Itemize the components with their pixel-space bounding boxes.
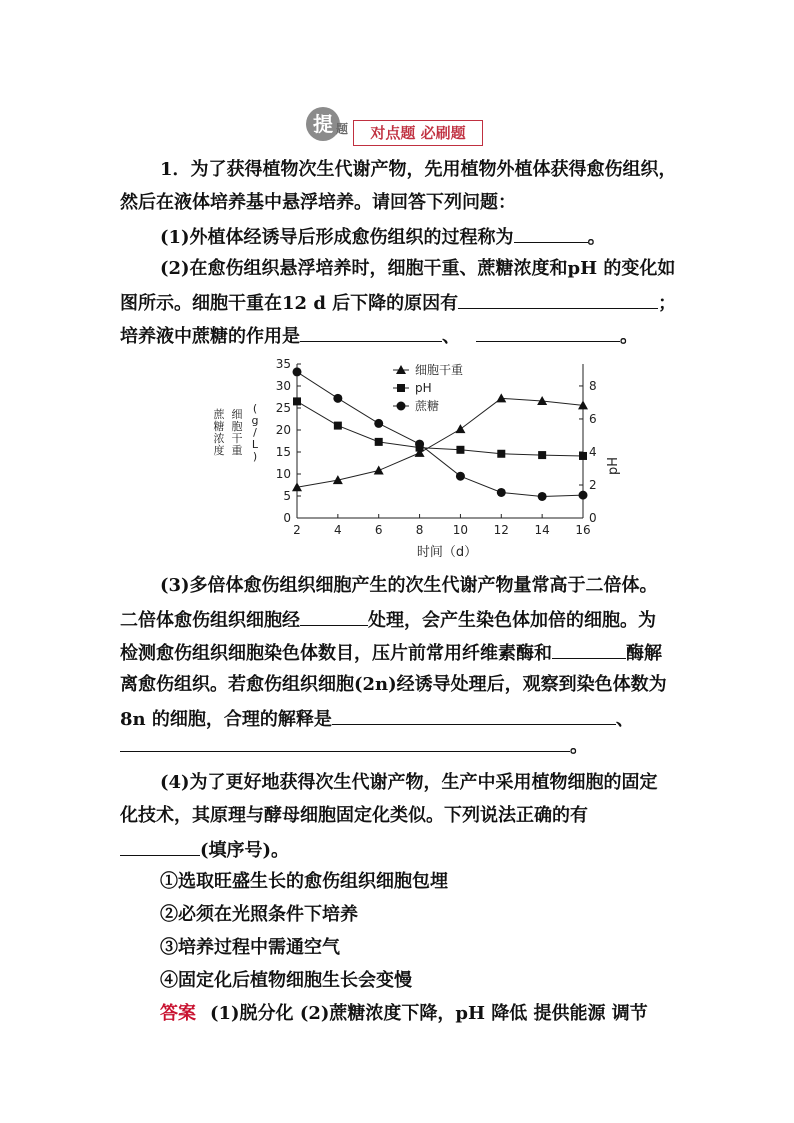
x-tick-label: 2 (293, 523, 301, 537)
series-line-triangle (297, 398, 583, 487)
part3-line3 (120, 642, 662, 664)
part3-enzyme-blank[interactable] (552, 642, 626, 659)
answer-text: (1)脱分化 (2)蔗糖浓度下降，pH 降低 提供能源 调节 (210, 1003, 648, 1024)
part2-sep: 、 (442, 326, 460, 347)
marker-square (293, 397, 301, 405)
part2-prompt: 图所示。细胞干重在12 d 后下降的原因有 (120, 293, 459, 314)
part4-answer-blank[interactable] (120, 839, 200, 856)
option-2: ②必须在光照条件下培养 (160, 904, 358, 925)
question-intro-line1: 1．为了获得植物次生代谢产物，先用植物外植体获得愈伤组织， (160, 159, 677, 180)
y-tick-label-right: 4 (589, 444, 597, 459)
part1-end: 。 (587, 227, 606, 248)
part2-line2 (120, 292, 676, 314)
part4-line1: (4)为了更好地获得次生代谢产物，生产中采用植物细胞的固定 (160, 772, 658, 793)
y-tick-label-left: 5 (283, 489, 291, 503)
question-intro-line2: 然后在液体培养基中悬浮培养。请回答下列问题： (120, 192, 516, 213)
marker-square (375, 438, 383, 446)
y-tick-label-right: 6 (589, 411, 597, 426)
part3-prompt-b: 处理，会产生染色体加倍的细胞。为 (368, 610, 656, 631)
marker-square (497, 450, 505, 458)
y-tick-label-left: 35 (275, 357, 291, 371)
part2-line3-end: 。 (620, 326, 638, 347)
legend-entry: 细胞干重 (415, 363, 464, 377)
answer-label: 答案 (160, 1003, 196, 1024)
banner-label: 对点题 必刷题 (353, 120, 483, 146)
y-axis-label-char: ) (252, 450, 258, 463)
part1-answer-blank[interactable] (514, 226, 588, 243)
y-axis-label-char: ( (252, 402, 258, 415)
y-tick-label-left: 0 (283, 511, 291, 525)
part4-fill-hint: (填序号)。 (200, 840, 290, 861)
marker-circle (415, 440, 424, 449)
marker-circle (497, 488, 506, 497)
y-axis-label-right: pH (606, 456, 621, 476)
marker-circle (333, 394, 342, 403)
marker-square (397, 384, 405, 392)
marker-circle (374, 419, 383, 428)
marker-triangle (374, 465, 384, 474)
option-4: ④固定化后植物细胞生长会变慢 (160, 970, 412, 991)
series-line-circle (297, 372, 583, 497)
y-tick-label-left: 30 (275, 379, 291, 393)
part3-treatment-blank[interactable] (300, 609, 368, 626)
part3-explain-blank-2[interactable] (120, 735, 570, 752)
y-axis-label-char: / (253, 426, 257, 439)
option-3: ③培养过程中需通空气 (160, 937, 340, 958)
marker-circle (456, 472, 465, 481)
answer-line (160, 1004, 648, 1024)
y-tick-label-left: 20 (275, 423, 291, 437)
x-tick-label: 6 (374, 523, 383, 537)
part1-prompt: (1)外植体经诱导后形成愈伤组织的过程称为 (160, 227, 514, 248)
x-tick-label: 4 (334, 523, 342, 537)
marker-circle (397, 402, 406, 411)
part3-line6 (120, 735, 588, 757)
part3-line4: 离愈伤组织。若愈伤组织细胞(2n)经诱导处理后，观察到染色体数为 (120, 674, 667, 695)
y-axis-label-left (214, 402, 259, 463)
part3-enzyme-end: 酶解 (626, 643, 662, 664)
x-tick-label: 16 (575, 523, 591, 537)
y-axis-label-char: 重 (231, 444, 243, 457)
part3-prompt-a: 二倍体愈伤组织细胞经 (120, 610, 300, 631)
legend-entry: 蔗糖 (415, 399, 440, 413)
part1-text (160, 226, 606, 248)
part2-sucrose-blank-1[interactable] (300, 325, 442, 342)
legend-entry: pH (415, 381, 432, 395)
x-axis-label: 时间（d） (416, 545, 478, 560)
part2-reason-blank[interactable] (458, 292, 658, 309)
y-tick-label-left: 10 (275, 467, 291, 481)
part3-line1: (3)多倍体愈伤组织细胞产生的次生代谢产物量常高于二倍体。 (160, 575, 658, 596)
y-axis-label-char: 蔗 (213, 408, 225, 421)
banner-title-char: 题 (336, 122, 349, 136)
part3-enzyme-prompt: 检测愈伤组织细胞染色体数目，压片前常用纤维素酶和 (120, 643, 552, 664)
part2-line2-end: ； (658, 293, 677, 314)
section-banner (306, 105, 486, 143)
part3-line2 (120, 609, 656, 631)
y-tick-label-right: 2 (589, 477, 597, 492)
y-axis-label-char: 胞 (231, 420, 243, 433)
y-tick-label-left: 15 (275, 445, 291, 459)
y-axis-label-char: 细 (231, 408, 243, 421)
x-tick-label: 12 (493, 523, 509, 537)
y-tick-label-right: 8 (589, 378, 597, 393)
y-tick-label-right: 0 (589, 511, 597, 525)
part3-line6-end: 。 (570, 736, 588, 757)
marker-circle (293, 367, 302, 376)
marker-circle (579, 491, 588, 500)
part2-line1: (2)在愈伤组织悬浮培养时，细胞干重、蔗糖浓度和pH 的变化如 (160, 258, 676, 279)
marker-square (538, 451, 546, 459)
x-tick-label: 10 (452, 523, 469, 537)
marker-triangle (455, 424, 465, 433)
part3-sep: 、 (615, 709, 634, 730)
part2-sucrose-blank-2[interactable] (476, 325, 620, 342)
line-chart (205, 348, 625, 570)
option-1: ①选取旺盛生长的愈伤组织细胞包埋 (160, 871, 448, 892)
y-axis-label-char: 糖 (213, 420, 225, 433)
y-axis-label-char: 度 (213, 444, 225, 457)
y-axis-label-char: 干 (231, 432, 243, 445)
x-tick-label: 14 (534, 523, 550, 537)
part4-line3 (120, 839, 289, 861)
x-tick-label: 8 (415, 523, 424, 537)
part3-explain-blank-1[interactable] (332, 708, 616, 725)
y-axis-label-char: L (251, 438, 259, 451)
marker-square (456, 446, 464, 454)
marker-square (579, 452, 587, 460)
y-axis-label-char: g (251, 414, 259, 427)
marker-triangle (496, 393, 506, 402)
part3-line5 (120, 708, 634, 730)
part2-line3 (120, 325, 638, 347)
y-tick-label-left: 25 (275, 401, 291, 415)
marker-square (334, 422, 342, 430)
banner-circle-icon: 提 (306, 107, 340, 141)
part3-explain-prompt: 8n 的细胞，合理的解释是 (120, 709, 332, 730)
marker-circle (538, 492, 547, 501)
part2-sucrose-prompt: 培养液中蔗糖的作用是 (120, 326, 300, 347)
y-axis-label-char: 浓 (213, 432, 225, 445)
part4-line2: 化技术，其原理与酵母细胞固定化类似。下列说法正确的有 (120, 805, 588, 826)
